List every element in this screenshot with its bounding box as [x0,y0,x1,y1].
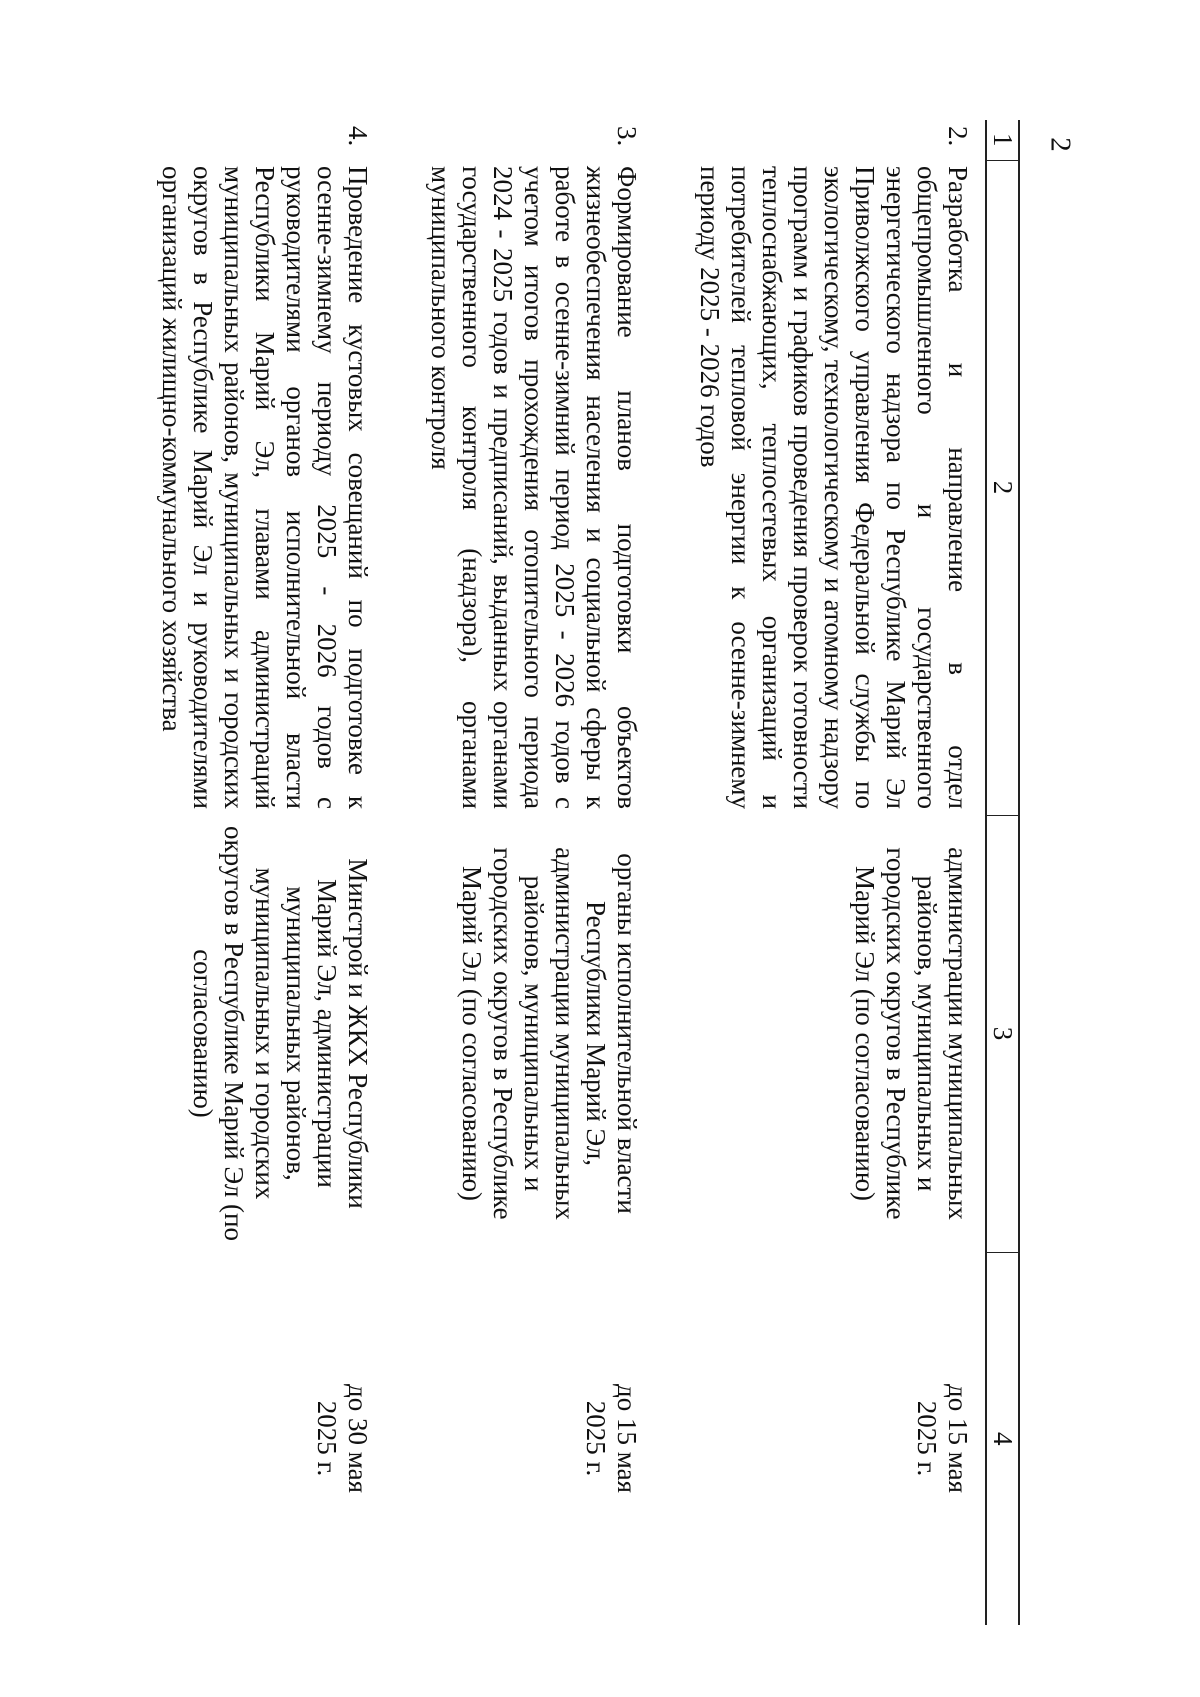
row-responsible: администрации муниципальных районов, муниципальных и городских округов в Республике Марий Эл (по согласованию) [850,847,973,1220]
column-header-1: 1 [986,120,1019,160]
row-responsible: органы исполнительной власти Республики Марий Эл, администрации муниципальных районов, муниципальных и городских округов в Республике Марий Эл (по согласованию) [457,847,642,1220]
row-deadline [116,1252,385,1625]
row-description: Формирование планов подготовки объектов жизнеобеспечения населения и социальной сферы к работе в осенне-зимний период 2025 - 2026 годов с учетом итогов прохождения отопительного периода 2024 - 2025 годов и предписаний, выданных органами государственного контроля (надзора), органами муниципального контроля [426,166,642,809]
row-description: Разработка и направление в отдел общепромышленного и государственного энергетического надзора по Республике Марий Эл Приволжского управления Федеральной службы по экологическому, технологическому и атомному надзору программ и графиков проведения проверок готовности теплоснабжающих, теплосетевых организаций и потребителей тепловой энергии к осенне-зимнему периоду 2025 - 2026 годов [695,166,973,809]
deadline-year: 2025 г. [912,1400,942,1477]
table-header-row [986,120,1019,1625]
table-row [654,120,986,1625]
row-number: 2. [943,126,973,147]
table-row [116,120,385,1625]
deadline-year: 2025 г. [581,1400,611,1477]
column-header-2: 2 [986,160,1019,815]
deadline-date: до 30 мая [343,1383,373,1494]
deadline-date: до 15 мая [612,1383,642,1494]
row-deadline [654,1252,986,1625]
row-number: 4. [343,126,373,147]
row-description: Проведение кустовых совещаний по подготовке к осенне-зимнему периоду 2025 - 2026 годов с руководителями органов исполнительной власти Республики Марий Эл, главами администраций муниципальных районов, муниципальных и городских округов в Республике Марий Эл и руководителями организаций жилищно-коммунального хозяйства [157,166,373,809]
measures-table [116,120,1020,1625]
deadline-date: до 15 мая [943,1383,973,1494]
measures-table-container [157,120,1020,1625]
column-header-3: 3 [986,815,1019,1252]
page-number: 2 [1044,137,1077,152]
row-deadline [385,1252,654,1625]
row-number: 3. [612,126,642,147]
column-header-4: 4 [986,1252,1019,1625]
table-row [385,120,654,1625]
row-responsible: Минстрой и ЖКХ Республики Марий Эл, администрации муниципальных районов, муниципальных и городских округов в Республике Марий Эл (по согласованию) [188,826,373,1241]
deadline-year: 2025 г. [312,1400,342,1477]
